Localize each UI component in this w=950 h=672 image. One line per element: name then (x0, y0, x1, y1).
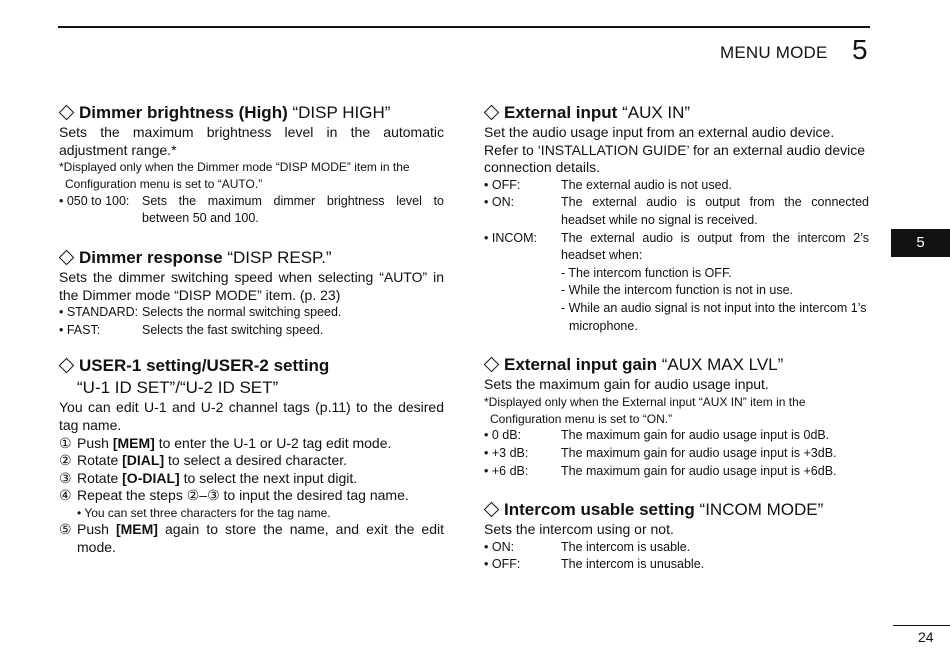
dash-item: - While the intercom function is not in use. (561, 283, 794, 298)
step-item: ④ Repeat the steps ②–③ to input the desired tag name. (59, 487, 409, 504)
step-item: ② Rotate [DIAL] to select a desired character. (59, 452, 348, 469)
diamond-icon (59, 358, 75, 374)
diamond-icon (484, 105, 500, 121)
left-column (59, 102, 444, 556)
section-heading-line2: “U-1 ID SET”/“U-2 ID SET” (77, 378, 279, 398)
diamond-icon (59, 250, 75, 266)
section-description: Set the audio usage input from an external audio device. (484, 124, 835, 140)
section-heading: External input “AUX IN” (484, 102, 869, 124)
section-heading: USER-1 setting/USER-2 setting (59, 355, 444, 377)
section-description: Sets the maximum gain for audio usage input. (484, 376, 769, 393)
section-header-title: MENU MODE (720, 43, 828, 62)
list-item: • 050 to 100: Sets the maximum dimmer brightness level to between 50 and 100. (59, 193, 444, 226)
list-item: • OFF: The intercom is unusable. (484, 557, 705, 572)
footnote: *Displayed only when the Dimmer mode “DISP MODE” item in the Configuration menu is set to “AUTO.” (59, 160, 410, 191)
dash-item: - The intercom function is OFF. (561, 265, 732, 280)
list-item: • OFF: The external audio is not used. (484, 177, 732, 192)
list-item: • 0 dB: The maximum gain for audio usage input is 0dB. (484, 428, 830, 443)
diamond-icon (484, 502, 500, 518)
section-description: Sets the maximum brightness level in the automatic adjustment range.* (59, 124, 444, 158)
step-item: ⑤ Push [MEM] again to store the name, and exit the edit mode. (59, 520, 444, 555)
footer-rule (893, 625, 950, 626)
section-description: Refer to ‘INSTALLATION GUIDE’ for an external audio device connection details. (484, 141, 866, 176)
section-heading: Dimmer response “DISP RESP.” (59, 247, 444, 269)
list-item: • ON: The intercom is usable. (484, 539, 691, 554)
section-description: You can edit U-1 and U-2 channel tags (p.11) to the desired tag name. (59, 399, 444, 433)
list-item: • ON: The external audio is output from the connected headset while no signal is received. (484, 195, 869, 227)
section-description: Sets the intercom using or not. (484, 521, 674, 538)
right-column (484, 102, 869, 574)
chapter-tab: 5 (891, 229, 950, 257)
step-item: ③ Rotate [O-DIAL] to select the next input digit. (59, 469, 358, 486)
footnote: *Displayed only when the External input “AUX IN” item in the Configuration menu is set to “ON.” (484, 394, 806, 426)
section-heading: Intercom usable setting “INCOM MODE” (484, 499, 869, 521)
list-item: • STANDARD: Selects the normal switching speed. (59, 305, 342, 320)
header-rule (58, 26, 870, 28)
list-item: • +3 dB: The maximum gain for audio usage input is +3dB. (484, 445, 837, 460)
step-item: ① Push [MEM] to enter the U-1 or U-2 tag edit mode. (59, 434, 392, 451)
section-heading: External input gain “AUX MAX LVL” (484, 354, 869, 376)
page-number: 24 (918, 629, 934, 645)
chapter-number: 5 (852, 34, 868, 65)
list-item: • FAST: Selects the fast switching speed. (59, 322, 324, 337)
step-subnote: • You can set three characters for the tag name. (77, 505, 331, 520)
section-description: Sets the dimmer switching speed when selecting “AUTO” in the Dimmer mode “DISP MODE” item. (p. 23) (59, 268, 444, 303)
list-item: • +6 dB: The maximum gain for audio usage input is +6dB. (484, 463, 837, 478)
dash-item: - While an audio signal is not input into the intercom 1’s microphone. (561, 300, 867, 333)
diamond-icon (59, 105, 75, 121)
section-heading: Dimmer brightness (High) “DISP HIGH” (59, 102, 444, 124)
list-item: • INCOM: The external audio is output from the intercom 2’s headset when: (484, 230, 869, 263)
diamond-icon (484, 357, 500, 373)
